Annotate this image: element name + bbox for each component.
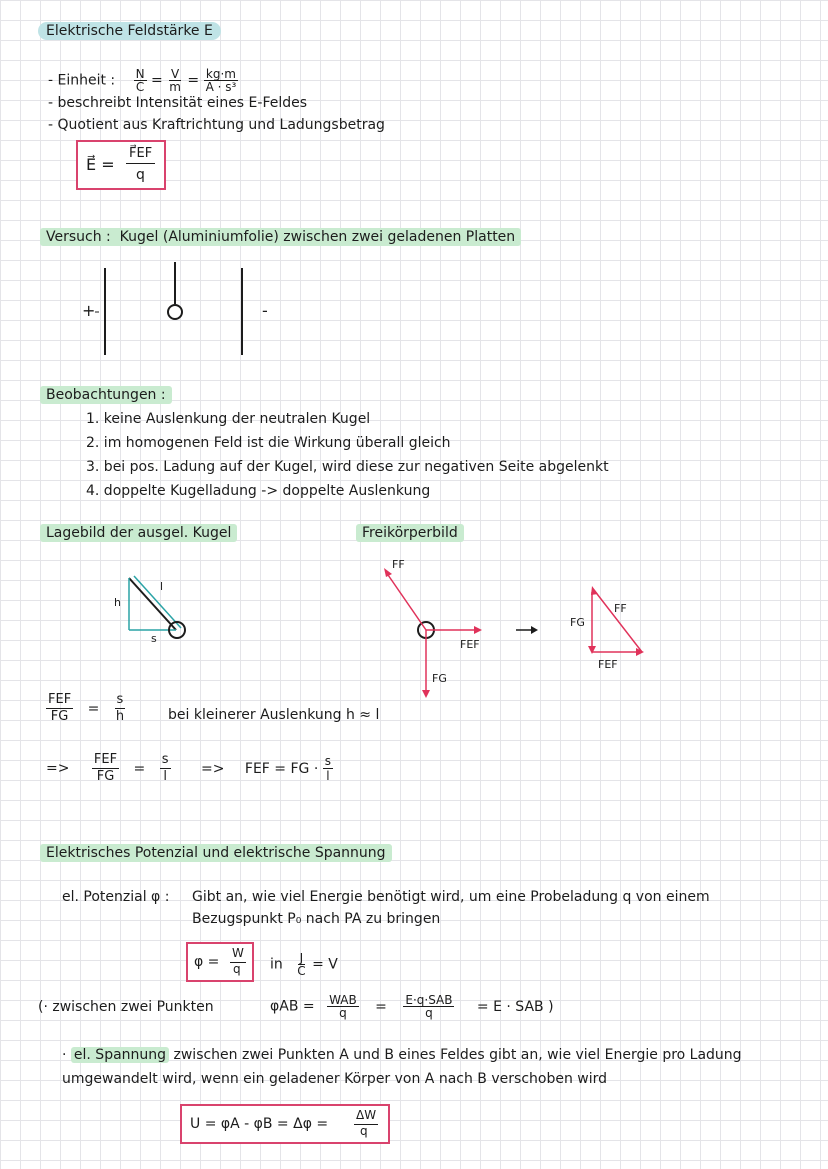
small-deflection-note: bei kleinerer Auslenkung h ≈ l: [168, 707, 380, 723]
section-title-potential: Elektrisches Potenzial und elektrische Spannung: [40, 844, 392, 862]
voltage-line-1: · el. Spannung zwischen zwei Punkten A und B eines Feldes gibt an, wie viel Energie pro Ladung: [62, 1047, 742, 1063]
pot-formula-num: W: [230, 944, 246, 963]
observations-title: Beobachtungen :: [40, 386, 172, 404]
voltage-line-2: umgewandelt wird, wenn ein geladener Körper von A nach B verschoben wird: [62, 1071, 608, 1087]
observation-item-2: 2. im homogenen Feld ist die Wirkung überall gleich: [86, 435, 451, 451]
between-points-formula: φAB = $\frac{\text{WAB}}{q}$ = $\frac{\text{E·q·SAB}}{q}$ = E · SAB ): [270, 993, 554, 1020]
formula-den: q: [136, 167, 145, 183]
label-h: h: [114, 596, 121, 609]
section-title-efield: Elektrische Feldstärke E: [38, 22, 221, 40]
potential-label: el. Potenzial φ :: [62, 889, 170, 905]
result-line: => $\frac{\text{FEF}}{FG}$ = $\frac{s}{l}$ => FEF = FG · $\frac{s}{l}$: [46, 752, 331, 784]
minus-sign: -: [262, 301, 268, 320]
triangle-label-ff: FF: [614, 602, 627, 615]
observation-item-1: 1. keine Auslenkung der neutralen Kugel: [86, 411, 371, 427]
formula-box-potential: [186, 942, 254, 982]
observation-item-4: 4. doppelte Kugelladung -> doppelte Auslenkung: [86, 483, 431, 499]
volt-formula-num: ΔW: [354, 1106, 378, 1125]
lagebild-string: [129, 578, 176, 630]
triangle-label-fef: FEF: [598, 658, 618, 671]
bullet-describes: - beschreibt Intensität eines E-Feldes: [48, 95, 308, 111]
formula-lhs: E⃗ =: [86, 155, 115, 174]
experiment-line: Versuch : Kugel (Aluminiumfolie) zwischen zwei geladenen Platten: [40, 228, 521, 246]
ratio-line: $\frac{\text{FEF}}{FG}$ = $\frac{s}{h}$: [48, 692, 125, 724]
formula-num: F⃗EF: [126, 145, 155, 164]
label-ff: FF: [392, 558, 405, 571]
potential-text-2: Bezugspunkt P₀ nach PA zu bringen: [192, 911, 441, 927]
lagebild-title: Lagebild der ausgel. Kugel: [40, 524, 237, 542]
pot-formula-lhs: φ =: [194, 954, 220, 970]
pot-formula-den: q: [233, 962, 241, 976]
volt-formula: U = φA - φB = Δφ =: [190, 1116, 329, 1132]
fkb-ff-arrow: [386, 572, 426, 630]
between-points-label: (· zwischen zwei Punkten: [38, 999, 214, 1015]
observation-item-3: 3. bei pos. Ladung auf der Kugel, wird diese zur negativen Seite abgelenkt: [86, 459, 609, 475]
label-fg: FG: [432, 672, 447, 685]
volt-formula-den: q: [360, 1124, 368, 1138]
triangle-label-fg: FG: [570, 616, 585, 629]
label-s: s: [151, 632, 157, 645]
label-l: l: [160, 580, 164, 593]
lagebild-l-line: [134, 576, 181, 628]
freikoerper-title: Freikörperbild: [356, 524, 464, 542]
bullet-quotient: - Quotient aus Kraftrichtung und Ladungsbetrag: [48, 117, 385, 133]
potential-unit: in $\frac{J}{C}$ = V: [270, 951, 338, 978]
formula-box-voltage: [180, 1104, 390, 1144]
potential-text-1: Gibt an, wie viel Energie benötigt wird, um eine Probeladung q von einem: [192, 889, 710, 905]
plus-sign: +: [82, 301, 96, 320]
unit-line: - Einheit : $\frac{N}{C}$ = $\frac{V}{m}$ = $\frac{kg\cdot m}{\text{A · s³}}$: [48, 67, 237, 94]
label-fef: FEF: [460, 638, 480, 651]
